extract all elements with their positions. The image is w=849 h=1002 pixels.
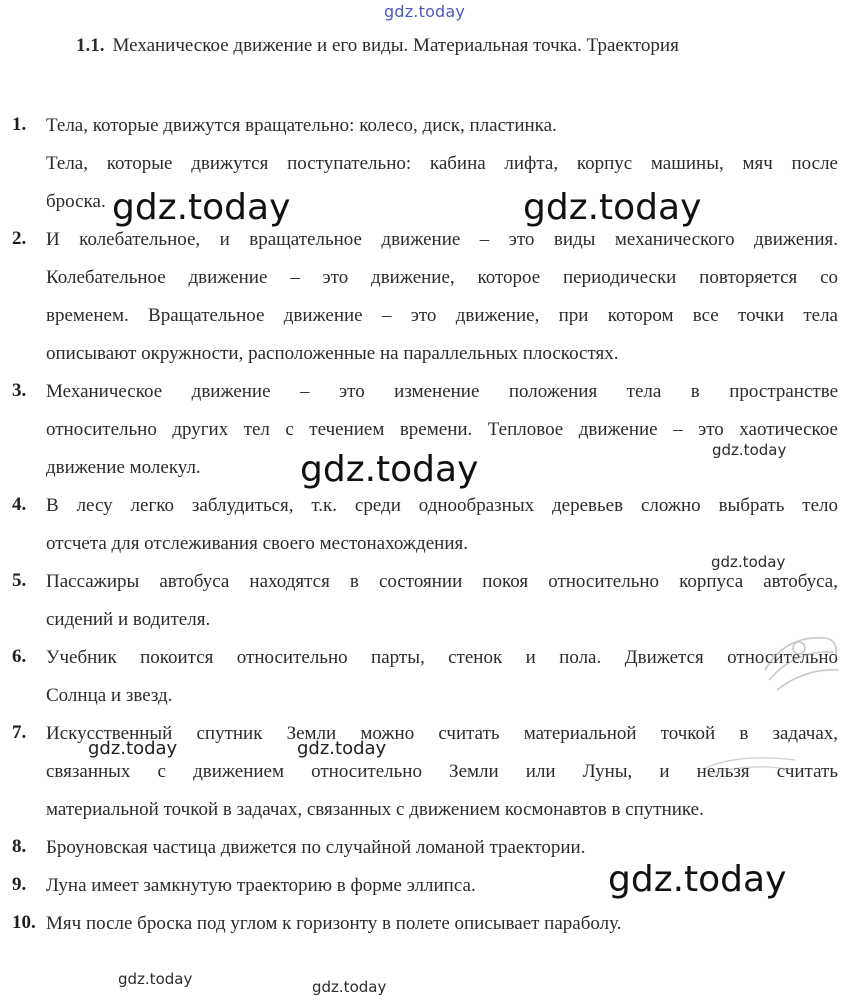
answer-line: Механическое движение – это изменение положения тела в пространстве bbox=[46, 381, 838, 402]
answer-line: Пассажиры автобуса находятся в состоянии покоя относительно корпуса автобуса, bbox=[46, 571, 838, 592]
answer-line: Солнца и звезд. bbox=[46, 685, 173, 706]
answer-line: сидений и водителя. bbox=[46, 609, 211, 630]
answer-line: броска. bbox=[46, 191, 106, 212]
watermark-large: gdz.today bbox=[523, 187, 702, 228]
answer-number: 2. bbox=[12, 228, 27, 249]
stamp-mark-icon bbox=[700, 748, 800, 778]
answer-number: 9. bbox=[12, 874, 27, 895]
answer-line: Колебательное движение – это движение, которое периодически повторяется со bbox=[46, 267, 838, 288]
answer-line: отсчета для отслеживания своего местонахождения. bbox=[46, 533, 468, 554]
answer-line: связанных с движением относительно Земли или Луны, и нельзя считать bbox=[46, 761, 838, 782]
watermark-top: gdz.today bbox=[384, 2, 466, 21]
answer-line: относительно других тел с течением времени. Тепловое движение – это хаотическое bbox=[46, 419, 838, 440]
answer-line: Тела, которые движутся вращательно: колесо, диск, пластинка. bbox=[46, 115, 557, 136]
section-number: 1.1. bbox=[76, 35, 105, 56]
watermark-large: gdz.today bbox=[112, 187, 291, 228]
answer-line: описывают окружности, расположенные на параллельных плоскостях. bbox=[46, 343, 619, 364]
answer-line: Тела, которые движутся поступательно: кабина лифта, корпус машины, мяч после bbox=[46, 153, 838, 174]
watermark-small: gdz.today bbox=[118, 970, 193, 988]
answer-line: Мяч после броска под углом к горизонту в полете описывает параболу. bbox=[46, 913, 622, 934]
watermark-large: gdz.today bbox=[608, 859, 787, 900]
watermark-small: gdz.today bbox=[712, 441, 787, 459]
stamp-mark-icon bbox=[755, 630, 845, 700]
answer-line: Искусственный спутник Земли можно считать материальной точкой в задачах, bbox=[46, 723, 838, 744]
answer-number: 5. bbox=[12, 570, 27, 591]
answer-line: В лесу легко заблудиться, т.к. среди однообразных деревьев сложно выбрать тело bbox=[46, 495, 838, 516]
watermark-small: gdz.today bbox=[312, 978, 387, 996]
watermark-large: gdz.today bbox=[300, 449, 479, 490]
answer-number: 6. bbox=[12, 646, 27, 667]
watermark-medium: gdz.today bbox=[88, 738, 178, 759]
answer-line: Броуновская частица движется по случайной ломаной траектории. bbox=[46, 837, 586, 858]
section-heading bbox=[76, 35, 679, 57]
answer-number: 4. bbox=[12, 494, 27, 515]
answer-number: 10. bbox=[12, 912, 36, 933]
watermark-small: gdz.today bbox=[711, 553, 786, 571]
answer-line: временем. Вращательное движение – это движение, при котором все точки тела bbox=[46, 305, 838, 326]
answer-line: И колебательное, и вращательное движение – это виды механического движения. bbox=[46, 229, 838, 250]
answer-number: 1. bbox=[12, 114, 27, 135]
answer-number: 7. bbox=[12, 722, 27, 743]
answer-line: Учебник покоится относительно парты, стенок и пола. Движется относительно bbox=[46, 647, 838, 668]
answer-line: Луна имеет замкнутую траекторию в форме эллипса. bbox=[46, 875, 476, 896]
section-title: Механическое движение и его виды. Материальная точка. Траектория bbox=[112, 35, 679, 56]
answer-number: 3. bbox=[12, 380, 27, 401]
watermark-medium: gdz.today bbox=[297, 738, 387, 759]
answer-line: материальной точкой в задачах, связанных с движением космонавтов в спутнике. bbox=[46, 799, 704, 820]
answer-number: 8. bbox=[12, 836, 27, 857]
answer-line: движение молекул. bbox=[46, 457, 201, 478]
